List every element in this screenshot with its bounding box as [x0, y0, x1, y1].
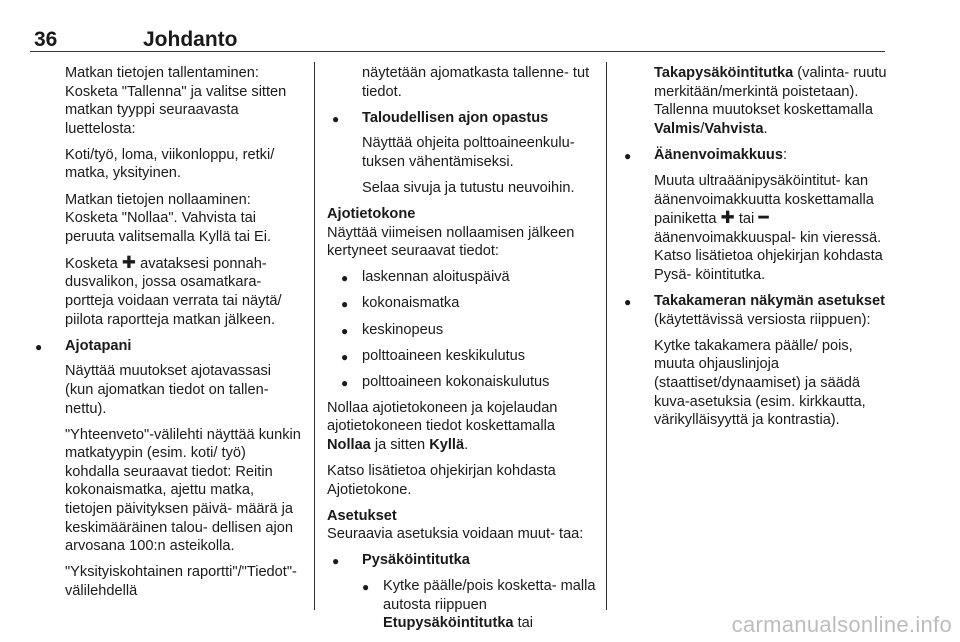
bullet-item [619, 146, 889, 165]
list-item [327, 373, 597, 392]
list-item-text: ● keskinopeus [362, 322, 443, 338]
text: Vahvista [704, 120, 764, 137]
list-item [327, 347, 597, 366]
plus-icon: ✚ [720, 208, 735, 228]
column-divider-2 [606, 62, 607, 610]
list-item [327, 268, 597, 287]
text: . [763, 120, 768, 137]
text: Nollaa ajotietokoneen ja kojelaudan ajotietokoneen tiedot koskettamalla [327, 399, 558, 435]
text: : [782, 146, 788, 163]
bullet-item [327, 551, 597, 570]
paragraph [327, 399, 597, 455]
paragraph: Koti/työ, loma, viikonloppu, retki/ matka, yksityinen. [65, 146, 275, 182]
section-heading: Asetukset [327, 507, 397, 524]
text [383, 578, 596, 631]
column-2 [327, 64, 597, 640]
text: Valmis [654, 120, 701, 137]
plus-icon: ✚ [121, 252, 137, 272]
column-divider-1 [314, 62, 315, 610]
text: (käytettävissä versiosta riippuen): [654, 311, 871, 328]
bullet-title: ● Ajotapani [65, 338, 131, 354]
paragraph: Matkan tietojen nollaaminen: Kosketa "Nollaa". Vahvista tai peruuta valitsemalla Kyllä tai Ei. [65, 191, 272, 245]
list-item-text: ● laskennan aloituspäivä [362, 269, 510, 285]
paragraph [30, 254, 302, 329]
paragraph: Näyttää viimeisen nollaamisen jälkeen kertyneet seuraavat tiedot: [327, 224, 575, 260]
text: Kytke päälle/pois kosketta- malla autosta riippuen [383, 578, 596, 613]
paragraph: Katso lisätietoa ohjekirjan kohdasta Ajotietokone. [327, 463, 556, 498]
bullet-title: ● Taloudellisen ajon opastus [362, 110, 548, 126]
text: äänenvoimakkuuspal- kin vieressä. Katso lisätietoa ohjekirjan kohdasta Pysä- köintitutka. [654, 229, 883, 283]
paragraph: Näyttää ohjeita polttoaineenkulu- tuksen vähentämiseksi. [362, 135, 575, 170]
bullet-item [327, 109, 597, 128]
text: Takapysäköintitutka [654, 65, 794, 81]
text: Kosketa [65, 255, 118, 272]
paragraph: Selaa sivuja ja tutustu neuvoihin. [362, 179, 575, 196]
list-item [327, 321, 597, 340]
section-heading: Ajotietokone [327, 206, 416, 223]
column-1 [30, 64, 302, 608]
text: Kyllä [429, 437, 465, 453]
paragraph: Kytke takakamera päälle/ pois, muuta ohjauslinjoja (staattiset/dynaamiset) ja säädä kuva-asetuksia (esim. kirkkautta, värikylläisyyttä ja kontrastia). [654, 337, 866, 429]
minus-icon: ━ [758, 208, 769, 228]
list-item-text: ● kokonaismatka [362, 295, 459, 311]
page-header [30, 28, 885, 52]
bullet-item [619, 292, 889, 329]
list-item-text: ● polttoaineen kokonaiskulutus [362, 374, 549, 390]
text: tai [734, 211, 759, 228]
sub-list-item [327, 577, 597, 633]
paragraph: "Yhteenveto"-välilehti näyttää kunkin matkatyypin (esim. koti/ työ) kohdalla seuraavat tiedot: Reitin kokonaismatka, ajettu matka, tietojen päivityksen päivä- määrä ja keskimääräinen talou- dellisen ajon arvosana 100:n asteikolla. [65, 426, 301, 555]
text: ja sitten [370, 437, 430, 453]
bullet-title [654, 147, 787, 163]
paragraph: näytetään ajomatkasta tallenne- tut tiedot. [362, 65, 590, 100]
text: Nollaa [327, 437, 371, 453]
text: Muuta ultraäänipysäköintitut- kan äänenvoimakkuutta koskettamalla painiketta [654, 172, 874, 228]
paragraph: "Yksityiskohtainen raportti"/"Tiedot"-välilehdellä [65, 564, 297, 599]
text: . [464, 437, 469, 453]
text: avataksesi ponnah- dusvalikon, jossa osamatkara- portteja voidaan verrata tai näytä/ piilota raportteja matkan jälkeen. [65, 255, 282, 328]
chapter-title: Johdanto [143, 28, 238, 51]
bullet-item [30, 337, 302, 356]
page-number: 36 [34, 28, 58, 51]
paragraph: Matkan tietojen tallentaminen: Kosketa "Tallenna" ja valitse sitten matkan tyyppi seuraavasta luettelosta: [65, 65, 287, 137]
paragraph [619, 172, 889, 285]
text: / [700, 120, 705, 137]
text: (valinta- ruutu merkitään/merkintä poistetaan). Tallenna muutokset koskettamalla [654, 65, 887, 119]
paragraph: Seuraavia asetuksia voidaan muut- taa: [327, 526, 584, 543]
list-item-text: ● polttoaineen keskikulutus [362, 348, 525, 364]
text: Äänenvoimakkuus [654, 146, 783, 163]
watermark: carmanualsonline.info [731, 612, 952, 637]
text: Takakameran näkymän asetukset [654, 293, 885, 310]
text: Etupysäköintitutka [383, 615, 514, 632]
bullet-title: ● Pysäköintitutka [362, 552, 470, 568]
paragraph: Näyttää muutokset ajotavassasi (kun ajomatkan tiedot on tallen- nettu). [65, 363, 272, 417]
list-item [327, 294, 597, 313]
header-rule [30, 51, 885, 52]
column-3 [619, 64, 889, 437]
text: tai [513, 615, 534, 632]
bullet-title [654, 293, 885, 328]
paragraph [619, 64, 889, 138]
